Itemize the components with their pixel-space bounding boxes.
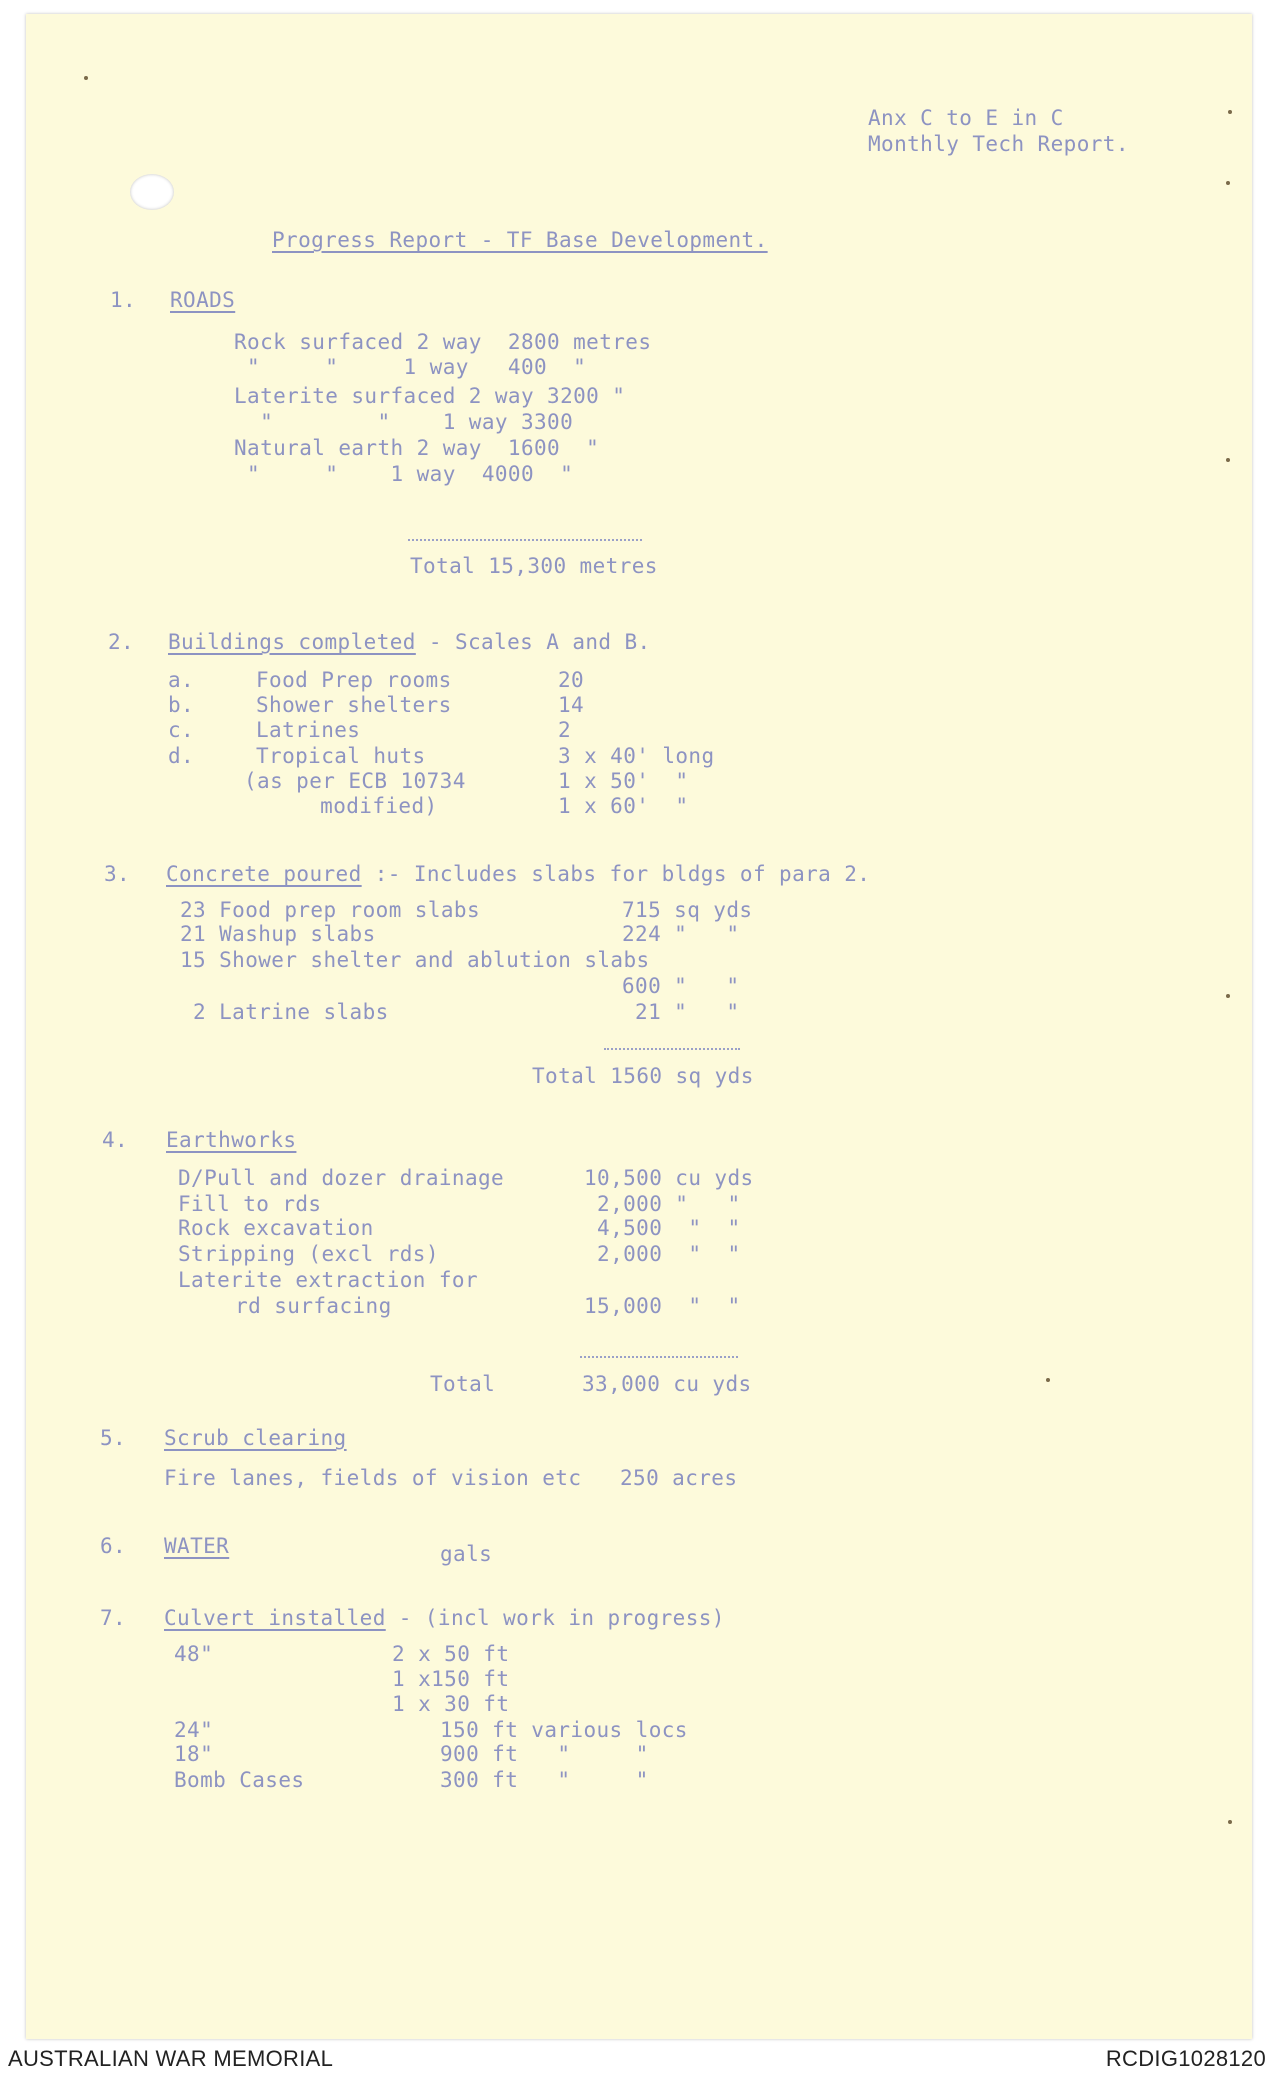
total-rule [580, 1356, 738, 1358]
paper-speck [1228, 110, 1232, 114]
building-item: Tropical huts [256, 744, 426, 768]
section-3-heading-line [166, 862, 870, 886]
earthworks-item: Fill to rds [178, 1192, 322, 1216]
scrub-line: Fire lanes, fields of vision etc [164, 1466, 582, 1490]
building-qty: 1 x 60' " [558, 794, 689, 818]
header-line-2: Monthly Tech Report. [868, 132, 1129, 156]
culvert-size: 48" [174, 1642, 214, 1666]
section-3-heading-rest: :- Includes slabs for bldgs of para 2. [361, 862, 871, 886]
concrete-item: 21 Washup slabs [180, 922, 376, 946]
total-rule [408, 539, 642, 541]
roads-line: Rock surfaced 2 way 2800 metres [234, 330, 652, 354]
building-letter: b. [168, 693, 195, 717]
section-7-heading-line [164, 1606, 725, 1630]
earthworks-item: Laterite extraction for [178, 1268, 478, 1292]
section-1-number: 1. [110, 288, 137, 312]
building-qty: 14 [558, 693, 585, 717]
building-letter: c. [168, 718, 195, 742]
building-qty: 2 [558, 718, 572, 742]
earthworks-qty: 2,000 " " [584, 1242, 741, 1266]
earthworks-qty: 4,500 " " [584, 1216, 741, 1240]
culvert-size: Bomb Cases [174, 1768, 305, 1792]
concrete-item: 15 Shower shelter and ablution slabs [180, 948, 650, 972]
section-7-heading-rest: - (incl work in progress) [385, 1606, 725, 1630]
footer-archive-name: AUSTRALIAN WAR MEMORIAL [8, 2046, 334, 2071]
culvert-qty: 150 ft various locs [440, 1718, 688, 1742]
paper-speck [84, 76, 88, 80]
section-4-number: 4. [102, 1128, 129, 1152]
paper-speck [1046, 1378, 1050, 1382]
culvert-qty: 900 ft " " [440, 1742, 649, 1766]
earthworks-qty: 15,000 " " [584, 1294, 741, 1318]
paper-speck [1228, 1820, 1232, 1824]
building-item: Shower shelters [256, 693, 452, 717]
building-letter: a. [168, 668, 195, 692]
building-item: modified) [268, 794, 438, 818]
concrete-item: 2 Latrine slabs [180, 1000, 389, 1024]
building-qty: 1 x 50' " [558, 769, 689, 793]
earthworks-qty: 10,500 cu yds [584, 1166, 754, 1190]
section-2-heading-rest: - Scales A and B. [415, 630, 651, 654]
section-2-heading: Buildings completed [168, 630, 416, 654]
building-item: (as per ECB 10734 [244, 769, 466, 793]
punch-hole [130, 174, 174, 210]
roads-line: " " 1 way 400 " [234, 355, 587, 379]
concrete-item: 23 Food prep room slabs [180, 898, 480, 922]
earthworks-item: Rock excavation [178, 1216, 374, 1240]
scrub-qty: 250 acres [620, 1466, 738, 1490]
total-rule [604, 1048, 740, 1050]
concrete-qty: 600 " " [622, 974, 740, 998]
building-letter: d. [168, 744, 195, 768]
building-qty: 20 [558, 668, 585, 692]
building-qty: 3 x 40' long [558, 744, 715, 768]
section-2-number: 2. [108, 630, 135, 654]
concrete-qty: 715 sq yds [622, 898, 753, 922]
page-title: Progress Report - TF Base Development. [272, 228, 768, 252]
header-line-1: Anx C to E in C [868, 106, 1064, 130]
earthworks-qty: 2,000 " " [584, 1192, 741, 1216]
water-qty: gals [440, 1542, 493, 1566]
roads-line: " " 1 way 3300 [234, 410, 574, 434]
culvert-qty: 1 x 30 ft [392, 1692, 510, 1716]
section-5-number: 5. [100, 1426, 127, 1450]
section-1-heading: ROADS [170, 288, 236, 312]
building-item: Food Prep rooms [256, 668, 452, 692]
roads-line: " " 1 way 4000 " [234, 462, 574, 486]
earthworks-item: Stripping (excl rds) [178, 1242, 439, 1266]
footer-record-id: RCDIG1028120 [1105, 2046, 1266, 2071]
roads-line: Laterite surfaced 2 way 3200 " [234, 384, 626, 408]
section-2-heading-line [168, 630, 651, 654]
culvert-qty: 1 x150 ft [392, 1667, 510, 1691]
section-3-number: 3. [104, 862, 131, 886]
section-6-number: 6. [100, 1534, 127, 1558]
building-item: Latrines [256, 718, 361, 742]
earthworks-total-label: Total [430, 1372, 496, 1396]
roads-line: Natural earth 2 way 1600 " [234, 436, 600, 460]
section-4-heading: Earthworks [166, 1128, 297, 1152]
earthworks-item: D/Pull and dozer drainage [178, 1166, 505, 1190]
culvert-size: 18" [174, 1742, 214, 1766]
culvert-qty: 300 ft " " [440, 1768, 649, 1792]
paper-speck [1226, 994, 1230, 998]
section-6-heading: WATER [164, 1534, 230, 1558]
roads-total: Total 15,300 metres [410, 554, 658, 578]
concrete-total: Total 1560 sq yds [532, 1064, 754, 1088]
section-3-heading: Concrete poured [166, 862, 362, 886]
earthworks-total: 33,000 cu yds [582, 1372, 752, 1396]
section-7-heading: Culvert installed [164, 1606, 386, 1630]
culvert-qty: 2 x 50 ft [392, 1642, 510, 1666]
section-5-heading: Scrub clearing [164, 1426, 347, 1450]
paper-speck [1226, 181, 1230, 185]
concrete-qty: 21 " " [622, 1000, 740, 1024]
culvert-size: 24" [174, 1718, 214, 1742]
concrete-qty: 224 " " [622, 922, 740, 946]
earthworks-item: rd surfacing [196, 1294, 392, 1318]
section-7-number: 7. [100, 1606, 127, 1630]
paper-speck [1226, 458, 1230, 462]
